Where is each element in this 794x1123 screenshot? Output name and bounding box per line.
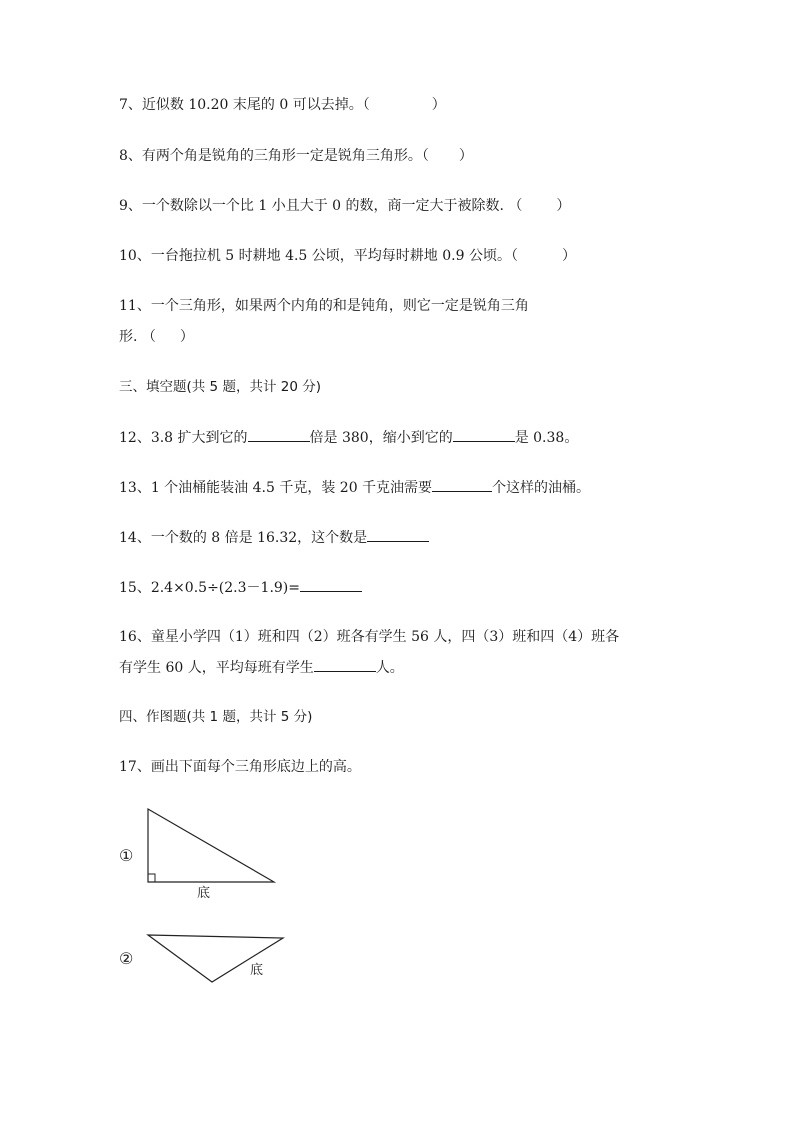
figure-1-base-label: 底 [197,886,211,901]
question-11-close: ） [179,329,194,345]
fill-blank-14[interactable] [367,527,429,542]
question-17: 17、画出下面每个三角形底边上的高。 [119,759,361,775]
figure-1-marker: ① [119,846,134,865]
question-16-part-b: 人。 [375,660,404,676]
question-13-part-b: 个这样的油桶。 [492,480,591,496]
section-3-heading: 三、填空题(共 5 题，共计 20 分) [119,379,321,395]
question-10-close: ） [561,248,576,264]
figure-2-triangle[interactable] [140,930,290,990]
question-11-cont [119,327,194,347]
question-12-part-c: 是 0.38。 [514,430,579,446]
question-13 [119,477,590,498]
question-9 [119,196,570,216]
right-triangle-shape[interactable] [148,809,274,882]
question-16 [119,627,619,647]
question-8 [119,146,473,166]
question-16-part-a: 有学生 60 人，平均每班有学生 [119,660,314,676]
right-angle-mark [148,874,155,882]
question-7-text: 7、近似数 10.20 末尾的 0 可以去掉。（ [119,97,370,113]
fill-blank-16[interactable] [314,657,376,672]
question-9-close: ） [556,198,571,214]
question-14 [119,527,429,548]
question-16-line1: 16、童星小学四（1）班和四（2）班各有学生 56 人，四（3）班和四（4）班各 [119,629,620,645]
question-11-line1: 11、一个三角形，如果两个内角的和是钝角，则它一定是锐角三角 [119,298,529,314]
fill-blank-12b[interactable] [453,427,515,442]
question-16-cont [119,657,404,678]
question-12 [119,427,578,448]
question-12-part-a: 12、3.8 扩大到它的 [119,430,248,446]
question-14-part-a: 14、一个数的 8 倍是 16.32，这个数是 [119,530,368,546]
figure-1-triangle[interactable] [140,804,290,904]
fill-blank-13[interactable] [432,477,492,492]
question-7 [119,95,446,115]
question-7-close: ） [431,97,446,113]
question-10 [119,246,576,266]
figure-2-marker: ② [119,949,134,968]
fill-blank-12a[interactable] [248,427,310,442]
fill-blank-15[interactable] [300,577,362,592]
question-8-text: 8、有两个角是锐角的三角形一定是锐角三角形。（ [119,148,429,164]
question-8-close: ） [458,148,473,164]
question-15-part-a: 15、2.4×0.5÷(2.3－1.9)= [119,580,300,596]
question-12-part-b: 倍是 380，缩小到它的 [309,430,453,446]
section-4-heading: 四、作图题(共 1 题，共计 5 分) [119,709,313,725]
question-9-text: 9、一个数除以一个比 1 小且大于 0 的数，商一定大于被除数. （ [119,198,523,214]
question-15 [119,577,362,598]
question-10-text: 10、一台拖拉机 5 时耕地 4.5 公顷，平均每时耕地 0.9 公顷。（ [119,248,518,264]
figure-2-base-label: 底 [250,963,264,978]
question-11-line2: 形. （ [119,329,156,345]
question-13-part-a: 13、1 个油桶能装油 4.5 千克，装 20 千克油需要 [119,480,433,496]
question-11 [119,296,529,316]
